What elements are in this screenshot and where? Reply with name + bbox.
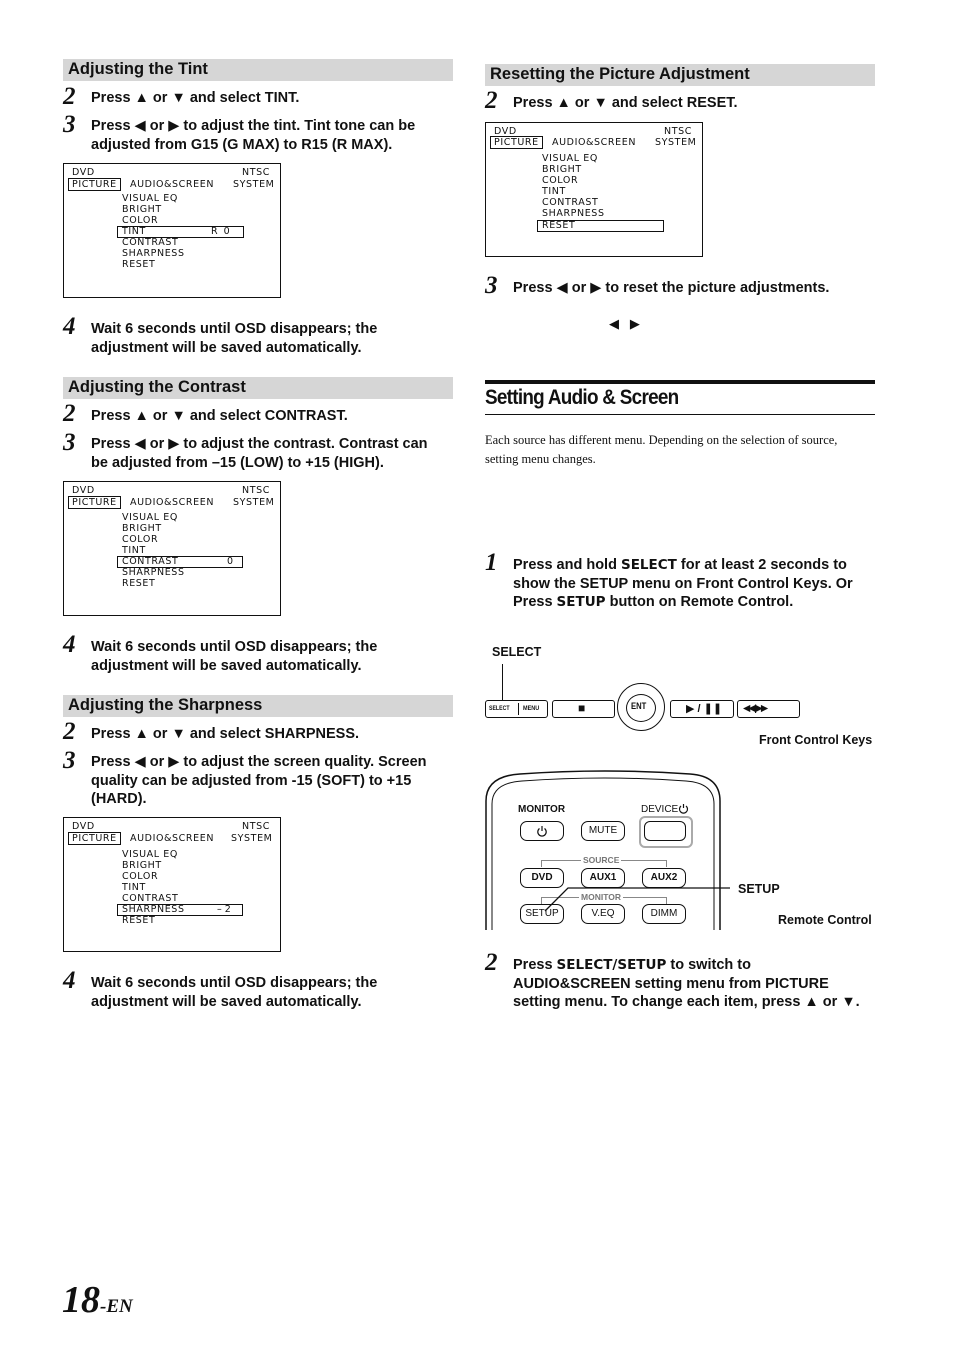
- power-icon: [536, 825, 548, 837]
- step-number: 2: [63, 400, 76, 427]
- key-name: SELECT/SETUP: [556, 957, 667, 973]
- section-header-tint: [63, 59, 453, 81]
- monitor-heading: MONITOR: [518, 804, 566, 815]
- device-button[interactable]: [639, 816, 693, 848]
- skip-icon: ◀◀ | ▶▶: [743, 703, 767, 714]
- osd-item: RESET: [122, 915, 156, 926]
- osd-screen-contrast: [63, 481, 281, 616]
- step-text: Press ▲ or ▼ and select TINT.: [91, 90, 300, 106]
- step-number: 2: [63, 718, 76, 745]
- step-line: Wait 6 seconds until OSD disappears; the: [91, 321, 378, 337]
- remote-control-caption: Remote Control: [778, 913, 872, 927]
- osd-item: COLOR: [122, 534, 159, 545]
- osd-value: – 2: [217, 904, 231, 915]
- step-line: Press ◀ or ▶ to adjust the screen quality. Screen: [91, 754, 427, 770]
- osd-item: VISUAL EQ: [122, 193, 178, 204]
- page-number-suffix: -EN: [100, 1296, 133, 1317]
- step-line: quality can be adjusted from -15 (SOFT) to +15: [91, 772, 412, 789]
- section-title: Adjusting the Sharpness: [68, 696, 263, 714]
- osd-dvd: DVD: [72, 167, 95, 178]
- osd-tab-audio-screen: AUDIO&SCREEN: [130, 833, 215, 844]
- step-text: [91, 753, 451, 809]
- step-line: adjustment will be saved automatically.: [91, 657, 362, 674]
- stop-key[interactable]: [552, 700, 615, 718]
- step-line: Press ◀ or ▶ to adjust the tint. Tint tone can be: [91, 118, 416, 134]
- text-run: to switch to: [666, 957, 751, 973]
- step-text: Press ▲ or ▼ and select SHARPNESS.: [91, 726, 360, 742]
- section-title: Adjusting the Contrast: [68, 378, 246, 396]
- monitor-group-label: MONITOR: [581, 892, 621, 902]
- skip-keys[interactable]: [737, 700, 800, 718]
- text-run: button on Remote Control.: [605, 594, 794, 610]
- osd-screen-reset: [485, 122, 703, 257]
- setup-button[interactable]: SETUP: [520, 904, 564, 924]
- osd-item: VISUAL EQ: [122, 849, 178, 860]
- step-number: 4: [63, 631, 76, 658]
- osd-tab-system: SYSTEM: [233, 179, 275, 190]
- osd-dvd: DVD: [72, 821, 95, 832]
- step-line: [513, 956, 875, 975]
- step-line: Press ◀ or ▶ to adjust the contrast. Contrast can: [91, 436, 428, 452]
- dvd-button[interactable]: DVD: [520, 868, 564, 888]
- osd-item: TINT: [122, 545, 146, 556]
- osd-ntsc: NTSC: [242, 167, 270, 178]
- osd-tab-picture: PICTURE: [68, 832, 121, 845]
- osd-item: RESET: [122, 578, 156, 589]
- section-header-contrast: [63, 377, 453, 399]
- intro-text: [485, 431, 880, 469]
- step-line: [513, 556, 873, 575]
- ent-dial-inner[interactable]: [626, 694, 656, 722]
- mute-button[interactable]: MUTE: [581, 821, 625, 841]
- step-text: [513, 556, 873, 612]
- osd-item: BRIGHT: [542, 164, 582, 175]
- play-pause-icon: ▶ / ❚❚: [686, 703, 723, 715]
- osd-item: BRIGHT: [122, 523, 162, 534]
- veq-button[interactable]: V.EQ: [581, 904, 625, 924]
- osd-item: CONTRAST: [542, 197, 599, 208]
- osd-screen-tint: [63, 163, 281, 298]
- step-number: 1: [485, 549, 498, 576]
- page-number: [62, 1278, 133, 1322]
- intro-line: Each source has different menu. Depending on the selection of source,: [485, 433, 838, 447]
- step-line: Wait 6 seconds until OSD disappears; the: [91, 639, 378, 655]
- osd-ntsc: NTSC: [664, 126, 692, 137]
- step-text: [91, 435, 451, 472]
- step-text: [513, 956, 875, 1012]
- key-divider: [518, 703, 519, 715]
- text-run: for at least 2 seconds to: [676, 557, 847, 573]
- arrow-symbols: ◀ ▶: [609, 316, 640, 331]
- front-control-keys-caption: Front Control Keys: [759, 733, 873, 747]
- step-line: [513, 593, 873, 612]
- menu-key-label: MENU: [523, 705, 540, 712]
- step-line: show the SETUP menu on Front Control Keys. Or: [513, 575, 853, 592]
- step-number: 2: [485, 949, 498, 976]
- osd-tab-system: SYSTEM: [231, 833, 273, 844]
- stop-icon: ■: [578, 701, 586, 715]
- osd-tab-system: SYSTEM: [233, 497, 275, 508]
- osd-item: COLOR: [542, 175, 579, 186]
- select-callout-line: [502, 664, 503, 700]
- osd-item: RESET: [122, 259, 156, 270]
- osd-tab-audio-screen: AUDIO&SCREEN: [552, 137, 637, 148]
- step-number: 2: [63, 83, 76, 110]
- step-number: 3: [63, 111, 76, 138]
- text-run: Press: [513, 957, 557, 973]
- text-run: Press: [513, 594, 557, 610]
- step-text: Press ◀ or ▶ to reset the picture adjustments.: [513, 280, 830, 296]
- step-number: 4: [63, 967, 76, 994]
- osd-tab-picture: PICTURE: [68, 496, 121, 509]
- osd-dvd: DVD: [72, 485, 95, 496]
- osd-item-selected: TINT: [122, 226, 146, 237]
- osd-item: TINT: [122, 882, 146, 893]
- step-line: AUDIO&SCREEN setting menu from PICTURE: [513, 975, 829, 992]
- device-power-icon: [678, 803, 689, 814]
- osd-ntsc: NTSC: [242, 485, 270, 496]
- step-line: adjusted from G15 (G MAX) to R15 (R MAX).: [91, 136, 393, 153]
- heading-rule-top: [485, 380, 875, 384]
- intro-line: setting menu changes.: [485, 452, 596, 466]
- monitor-power-button[interactable]: [520, 821, 564, 841]
- osd-item: VISUAL EQ: [122, 512, 178, 523]
- osd-item: COLOR: [122, 215, 159, 226]
- step-number: 3: [485, 272, 498, 299]
- osd-item: SHARPNESS: [542, 208, 605, 219]
- osd-item-selected: SHARPNESS: [122, 904, 185, 915]
- osd-item: BRIGHT: [122, 204, 162, 215]
- step-line: adjustment will be saved automatically.: [91, 339, 362, 356]
- osd-value: R 0: [211, 226, 230, 237]
- osd-dvd: DVD: [494, 126, 517, 137]
- section-header-reset: [485, 64, 875, 86]
- play-pause-key[interactable]: [670, 700, 734, 718]
- source-label: SOURCE: [583, 855, 620, 865]
- step-number: 4: [63, 313, 76, 340]
- osd-item-selected: CONTRAST: [122, 556, 179, 567]
- step-text: Press ▲ or ▼ and select CONTRAST.: [91, 408, 348, 424]
- step-line: be adjusted from –15 (LOW) to +15 (HIGH).: [91, 454, 384, 471]
- ent-key-label: ENT: [631, 701, 647, 711]
- osd-item: COLOR: [122, 871, 159, 882]
- step-number: 3: [63, 747, 76, 774]
- select-callout-label: SELECT: [492, 645, 542, 659]
- device-label: DEVICE: [641, 804, 679, 815]
- section-title: Adjusting the Tint: [68, 60, 208, 78]
- osd-item: CONTRAST: [122, 893, 179, 904]
- step-number: 2: [485, 87, 498, 114]
- osd-item: CONTRAST: [122, 237, 179, 248]
- osd-item-selected: RESET: [542, 220, 576, 231]
- key-name: SELECT: [620, 557, 677, 573]
- osd-item: SHARPNESS: [122, 248, 185, 259]
- osd-tab-audio-screen: AUDIO&SCREEN: [130, 179, 215, 190]
- aux2-button[interactable]: AUX2: [642, 868, 686, 888]
- osd-tab-picture: PICTURE: [68, 178, 121, 191]
- text-run: Press and hold: [513, 557, 621, 573]
- osd-item: TINT: [542, 186, 566, 197]
- heading-setting-audio-screen: Setting Audio & Screen: [485, 386, 679, 409]
- section-title: Resetting the Picture Adjustment: [490, 65, 750, 83]
- aux1-button[interactable]: AUX1: [581, 868, 625, 888]
- osd-tab-system: SYSTEM: [655, 137, 697, 148]
- step-line: setting menu. To change each item, press ▲ or ▼.: [513, 994, 860, 1010]
- osd-item: SHARPNESS: [122, 567, 185, 578]
- osd-item: BRIGHT: [122, 860, 162, 871]
- select-menu-key[interactable]: [485, 700, 548, 718]
- key-name: SETUP: [556, 594, 606, 610]
- step-text: [91, 974, 451, 1011]
- osd-ntsc: NTSC: [242, 821, 270, 832]
- osd-item: VISUAL EQ: [542, 153, 598, 164]
- heading-rule-bottom: [485, 414, 875, 415]
- device-button-inner: [644, 821, 686, 841]
- step-line: Wait 6 seconds until OSD disappears; the: [91, 975, 378, 991]
- osd-value: 0: [227, 556, 234, 567]
- osd-tab-picture: PICTURE: [490, 136, 543, 149]
- osd-screen-sharpness: [63, 817, 281, 952]
- step-text: [91, 320, 451, 357]
- setup-callout-line: [540, 884, 740, 914]
- step-text: Press ▲ or ▼ and select RESET.: [513, 95, 738, 111]
- page-number-value: 18: [62, 1279, 100, 1321]
- step-text: [91, 638, 451, 675]
- step-text: [91, 117, 451, 154]
- step-number: 3: [63, 429, 76, 456]
- section-header-sharpness: [63, 695, 453, 717]
- step-line: adjustment will be saved automatically.: [91, 993, 362, 1010]
- select-key-label: SELECT: [489, 705, 510, 712]
- dimm-button[interactable]: DIMM: [642, 904, 686, 924]
- osd-tab-audio-screen: AUDIO&SCREEN: [130, 497, 215, 508]
- step-line: (HARD).: [91, 791, 147, 807]
- setup-callout-label: SETUP: [738, 882, 780, 896]
